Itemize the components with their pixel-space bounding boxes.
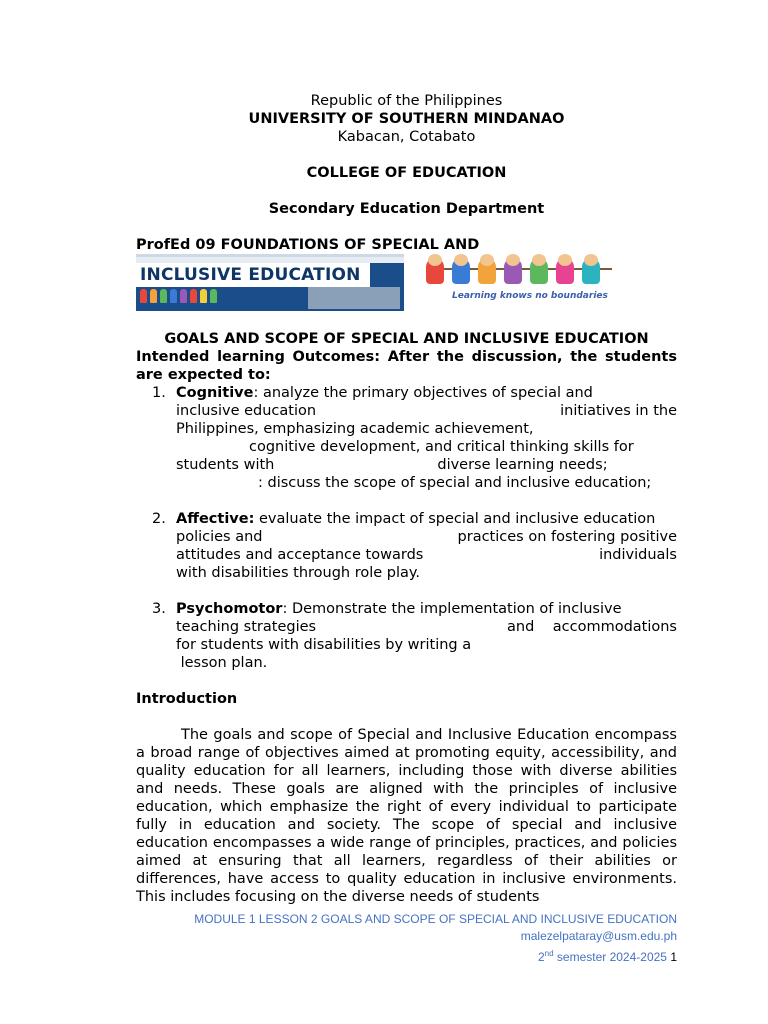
course-title: ProfEd 09 FOUNDATIONS OF SPECIAL AND (136, 237, 480, 253)
course-banner-image (136, 254, 404, 311)
outcome-psychomotor: 3. Psychomotor: Demonstrate the implementation of inclusive teaching strategies and accommodations for students with disabilities by writing a lesson plan. (152, 601, 677, 671)
document-page (136, 92, 677, 905)
page-footer (194, 911, 677, 966)
footer-module-title: MODULE 1 LESSON 2 GOALS AND SCOPE OF SPECIAL AND INCLUSIVE EDUCATION (194, 912, 677, 926)
banner-caption: Learning knows no boundaries (452, 291, 608, 301)
department-name: Secondary Education Department (268, 201, 545, 217)
introduction-paragraph: The goals and scope of Special and Inclusive Education encompass a broad range of objectives aimed at promoting equity, accessibility, and quality education for all learners, including those with diverse abilities and needs. These goals are aligned with the principles of inclusive education, which emphasize the right of every individual to participate fully in education and society. The scope of special and inclusive education encompasses a wide range of principles, practices, and policies aimed at ensuring that all learners, regardless of their abilities or differences, have access to quality education in inclusive environments. This includes focusing on the diverse needs of students (136, 727, 677, 905)
footer-semester: 2nd semester 2024-2025 1 (537, 949, 677, 964)
outcome-label: Cognitive (176, 385, 254, 401)
banner-row (136, 254, 677, 312)
lesson-title: GOALS AND SCOPE OF SPECIAL AND INCLUSIVE EDUCATION (164, 331, 649, 347)
outcome-cognitive: 1. Cognitive: analyze the primary objectives of special and inclusive education initiatives in the Philippines, emphasizing academic achievement, cognitive development, and critical thinking skills for students with diverse learning needs; : discuss the scope of special and inclusive education; (152, 385, 677, 491)
university-name: UNIVERSITY OF SOUTHERN MINDANAO (248, 111, 565, 127)
ilo-intro: Intended learning Outcomes: After the discussion, the students are expected to: (136, 349, 677, 383)
banner-title: INCLUSIVE EDUCATION (136, 263, 370, 287)
children-holding-hands-image (422, 254, 634, 304)
college-name: COLLEGE OF EDUCATION (306, 165, 507, 181)
outcome-label: Affective: (176, 511, 255, 527)
republic-line: Republic of the Philippines (310, 93, 503, 109)
classroom-photo (308, 287, 400, 309)
page-number: 1 (670, 950, 677, 964)
footer-email: malezelpataray@usm.edu.ph (520, 929, 677, 943)
banner-kids-illustration (140, 289, 217, 303)
outcome-affective: 2. Affective: evaluate the impact of special and inclusive education policies and practices on fostering positive attitudes and acceptance towards individuals with disabilities through role play. (152, 511, 677, 581)
university-location: Kabacan, Cotabato (337, 129, 476, 145)
introduction-heading: Introduction (136, 691, 238, 707)
outcome-label: Psychomotor (176, 601, 283, 617)
